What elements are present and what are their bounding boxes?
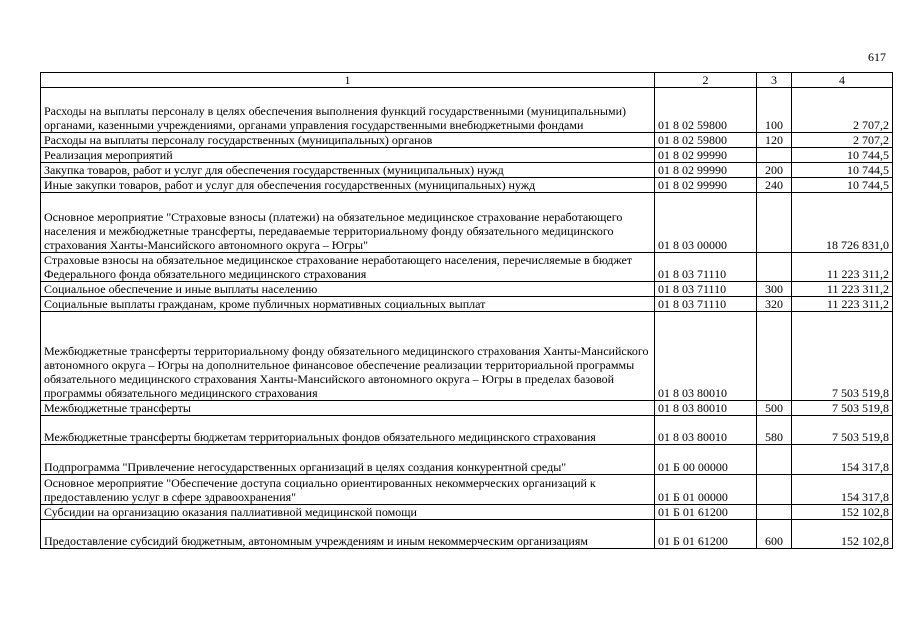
row-description: Межбюджетные трансферты территориальному фонду обязательного медицинского страхования Ханты-Мансийского автономного округа – Югры на дополнительное финансовое обеспечение реализации территориальной программы обязательного медицинского страхования Ханты-Мансийского автономного округа – Югры в пределах базовой программы обязательного медицинского страхования xyxy=(41,312,655,401)
row-description: Расходы на выплаты персоналу государственных (муниципальных) органов xyxy=(41,133,655,148)
table-row xyxy=(41,401,893,416)
row-amount: 11 223 311,2 xyxy=(792,297,893,312)
row-expense-type: 200 xyxy=(757,163,792,178)
row-amount: 10 744,5 xyxy=(792,178,893,193)
row-description: Иные закупки товаров, работ и услуг для обеспечения государственных (муниципальных) нужд xyxy=(41,178,655,193)
row-amount: 2 707,2 xyxy=(792,133,893,148)
row-description: Подпрограмма "Привлечение негосударственных организаций в целях создания конкурентной среды" xyxy=(41,445,655,475)
row-expense-type: 240 xyxy=(757,178,792,193)
row-expense-type xyxy=(757,505,792,520)
row-amount: 152 102,8 xyxy=(792,520,893,549)
page-number: 617 xyxy=(868,50,886,64)
row-description: Страховые взносы на обязательное медицинское страхование неработающего населения, перечисляемые в бюджет Федерального фонда обязательного медицинского страхования xyxy=(41,253,655,282)
row-amount: 152 102,8 xyxy=(792,505,893,520)
row-amount: 7 503 519,8 xyxy=(792,401,893,416)
row-classification-code: 01 8 03 00000 xyxy=(655,193,757,253)
row-expense-type: 320 xyxy=(757,297,792,312)
row-description: Основное мероприятие "Обеспечение доступа социально ориентированных некоммерческих организаций к предоставлению услуг в сфере здравоохранения" xyxy=(41,475,655,505)
table-row xyxy=(41,163,893,178)
row-expense-type: 500 xyxy=(757,401,792,416)
row-expense-type: 100 xyxy=(757,88,792,133)
table-row xyxy=(41,416,893,445)
table-row xyxy=(41,445,893,475)
row-classification-code: 01 Б 01 00000 xyxy=(655,475,757,505)
row-description: Социальное обеспечение и иные выплаты населению xyxy=(41,282,655,297)
table-row xyxy=(41,520,893,549)
row-amount: 7 503 519,8 xyxy=(792,416,893,445)
row-amount: 10 744,5 xyxy=(792,163,893,178)
row-classification-code: 01 8 02 59800 xyxy=(655,88,757,133)
row-classification-code: 01 8 03 71110 xyxy=(655,253,757,282)
row-classification-code: 01 Б 00 00000 xyxy=(655,445,757,475)
row-classification-code: 01 8 02 99990 xyxy=(655,163,757,178)
row-description: Межбюджетные трансферты xyxy=(41,401,655,416)
budget-table xyxy=(40,72,893,549)
row-expense-type: 120 xyxy=(757,133,792,148)
row-amount: 7 503 519,8 xyxy=(792,312,893,401)
row-expense-type: 300 xyxy=(757,282,792,297)
table-header-row xyxy=(41,73,893,88)
table-row xyxy=(41,282,893,297)
row-expense-type xyxy=(757,193,792,253)
row-description: Реализация мероприятий xyxy=(41,148,655,163)
row-amount: 11 223 311,2 xyxy=(792,253,893,282)
table-row xyxy=(41,193,893,253)
row-amount: 10 744,5 xyxy=(792,148,893,163)
table-row xyxy=(41,505,893,520)
row-classification-code: 01 8 03 71110 xyxy=(655,297,757,312)
row-amount: 18 726 831,0 xyxy=(792,193,893,253)
table-row xyxy=(41,148,893,163)
row-amount: 154 317,8 xyxy=(792,445,893,475)
row-expense-type xyxy=(757,148,792,163)
row-classification-code: 01 8 03 80010 xyxy=(655,312,757,401)
row-description: Расходы на выплаты персоналу в целях обеспечения выполнения функций государственными (муниципальными) органами, казенными учреждениями, органами управления государственными внебюджетными фондами xyxy=(41,88,655,133)
table-row xyxy=(41,133,893,148)
table-row xyxy=(41,253,893,282)
table-row xyxy=(41,312,893,401)
row-expense-type xyxy=(757,312,792,401)
row-expense-type xyxy=(757,253,792,282)
row-classification-code: 01 8 03 80010 xyxy=(655,416,757,445)
row-amount: 11 223 311,2 xyxy=(792,282,893,297)
row-description: Межбюджетные трансферты бюджетам территориальных фондов обязательного медицинского страхования xyxy=(41,416,655,445)
row-classification-code: 01 Б 01 61200 xyxy=(655,505,757,520)
column-header-code: 2 xyxy=(655,73,757,88)
column-header-amount: 4 xyxy=(792,73,893,88)
table-row xyxy=(41,178,893,193)
row-description: Закупка товаров, работ и услуг для обеспечения государственных (муниципальных) нужд xyxy=(41,163,655,178)
row-classification-code: 01 8 02 99990 xyxy=(655,148,757,163)
row-expense-type: 600 xyxy=(757,520,792,549)
row-expense-type xyxy=(757,475,792,505)
row-amount: 154 317,8 xyxy=(792,475,893,505)
column-header-description: 1 xyxy=(41,73,655,88)
row-description: Социальные выплаты гражданам, кроме публичных нормативных социальных выплат xyxy=(41,297,655,312)
table-row xyxy=(41,88,893,133)
row-classification-code: 01 8 03 71110 xyxy=(655,282,757,297)
row-expense-type xyxy=(757,445,792,475)
row-amount: 2 707,2 xyxy=(792,88,893,133)
table-row xyxy=(41,297,893,312)
row-expense-type: 580 xyxy=(757,416,792,445)
column-header-expense-type: 3 xyxy=(757,73,792,88)
row-description: Субсидии на организацию оказания паллиативной медицинской помощи xyxy=(41,505,655,520)
row-classification-code: 01 Б 01 61200 xyxy=(655,520,757,549)
row-description: Предоставление субсидий бюджетным, автономным учреждениям и иным некоммерческим организациям xyxy=(41,520,655,549)
row-classification-code: 01 8 03 80010 xyxy=(655,401,757,416)
row-classification-code: 01 8 02 59800 xyxy=(655,133,757,148)
row-description: Основное мероприятие "Страховые взносы (платежи) на обязательное медицинское страхование неработающего населения и межбюджетные трансферты, передаваемые территориальному фонду обязательного медицинского страхования Ханты-Мансийского автономного округа – Югры" xyxy=(41,193,655,253)
row-classification-code: 01 8 02 99990 xyxy=(655,178,757,193)
table-row xyxy=(41,475,893,505)
